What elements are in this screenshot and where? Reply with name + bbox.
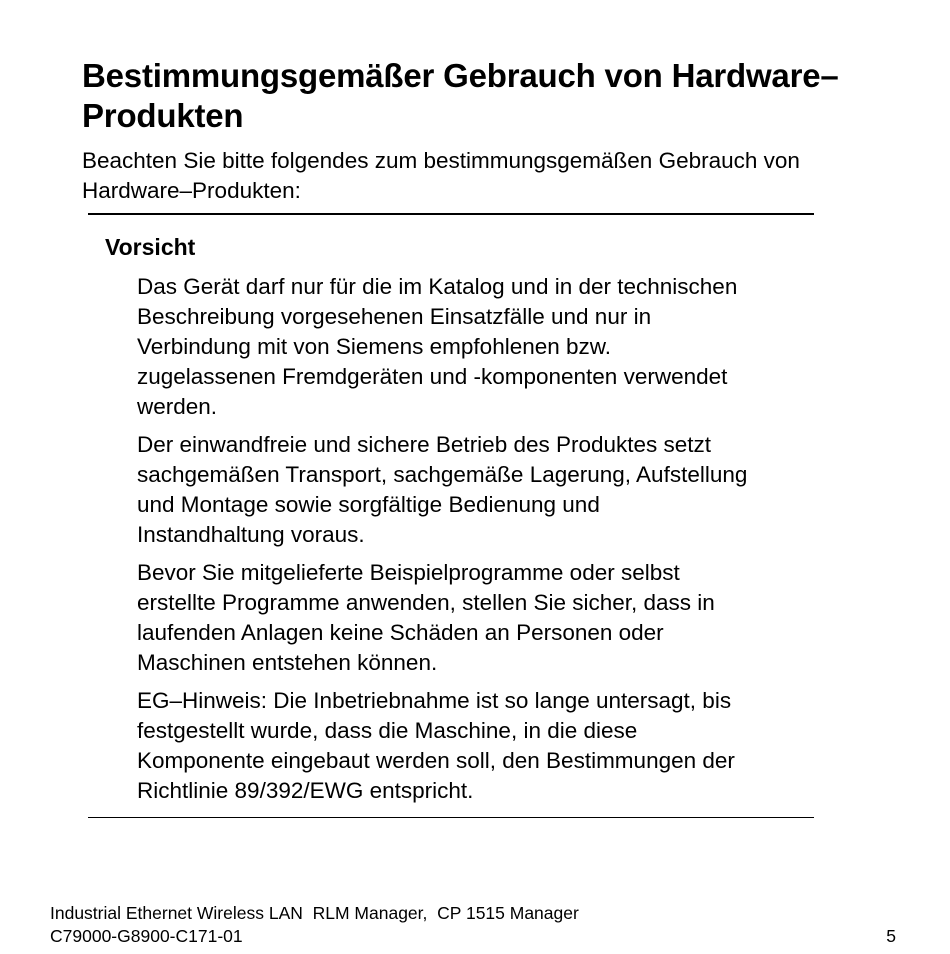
page-footer [50,902,898,948]
page-number: 5 [886,926,896,946]
page-title [82,56,902,136]
caution-line: Der einwandfreie und sichere Betrieb des Produktes setzt [137,432,712,457]
caution-line: werden. [137,394,218,419]
caution-line: festgestellt wurde, dass die Maschine, in die diese [137,718,638,743]
caution-line: Bevor Sie mitgelieferte Beispielprogramme oder selbst [137,560,680,585]
intro-text [82,146,882,206]
caution-line: Verbindung mit von Siemens empfohlenen bzw. [137,334,612,359]
caution-line: EG–Hinweis: Die Inbetriebnahme ist so lange untersagt, bis [137,688,732,713]
caution-heading: Vorsicht [105,234,196,260]
footer-product: Industrial Ethernet Wireless LAN RLM Manager, CP 1515 Manager [50,903,579,923]
caution-line: sachgemäßen Transport, sachgemäße Lagerung, Aufstellung [137,462,748,487]
caution-line: laufenden Anlagen keine Schäden an Personen oder [137,620,664,645]
caution-bottom-divider [88,817,814,818]
caution-line: Instandhaltung voraus. [137,522,365,547]
caution-paragraph [137,430,827,550]
caution-line: Maschinen entstehen können. [137,650,438,675]
title-line: Produkten [82,97,244,134]
caution-top-divider [88,213,814,215]
caution-paragraph [137,272,827,422]
caution-body [137,272,827,814]
caution-line: Das Gerät darf nur für die im Katalog und in der technischen [137,274,738,299]
intro-line: Hardware–Produkten: [82,178,301,203]
caution-line: und Montage sowie sorgfältige Bedienung und [137,492,600,517]
title-line: Bestimmungsgemäßer Gebrauch von Hardware– [82,57,839,94]
caution-line: Komponente eingebaut werden soll, den Bestimmungen der [137,748,735,773]
caution-line: Beschreibung vorgesehenen Einsatzfälle und nur in [137,304,652,329]
caution-line: zugelassenen Fremdgeräten und -komponenten verwendet [137,364,728,389]
footer-doc-number: C79000-G8900-C171-01 [50,926,243,946]
intro-line: Beachten Sie bitte folgendes zum bestimmungsgemäßen Gebrauch von [82,148,800,173]
caution-line: erstellte Programme anwenden, stellen Sie sicher, dass in [137,590,715,615]
caution-paragraph [137,686,827,806]
caution-line: Richtlinie 89/392/EWG entspricht. [137,778,474,803]
caution-paragraph [137,558,827,678]
